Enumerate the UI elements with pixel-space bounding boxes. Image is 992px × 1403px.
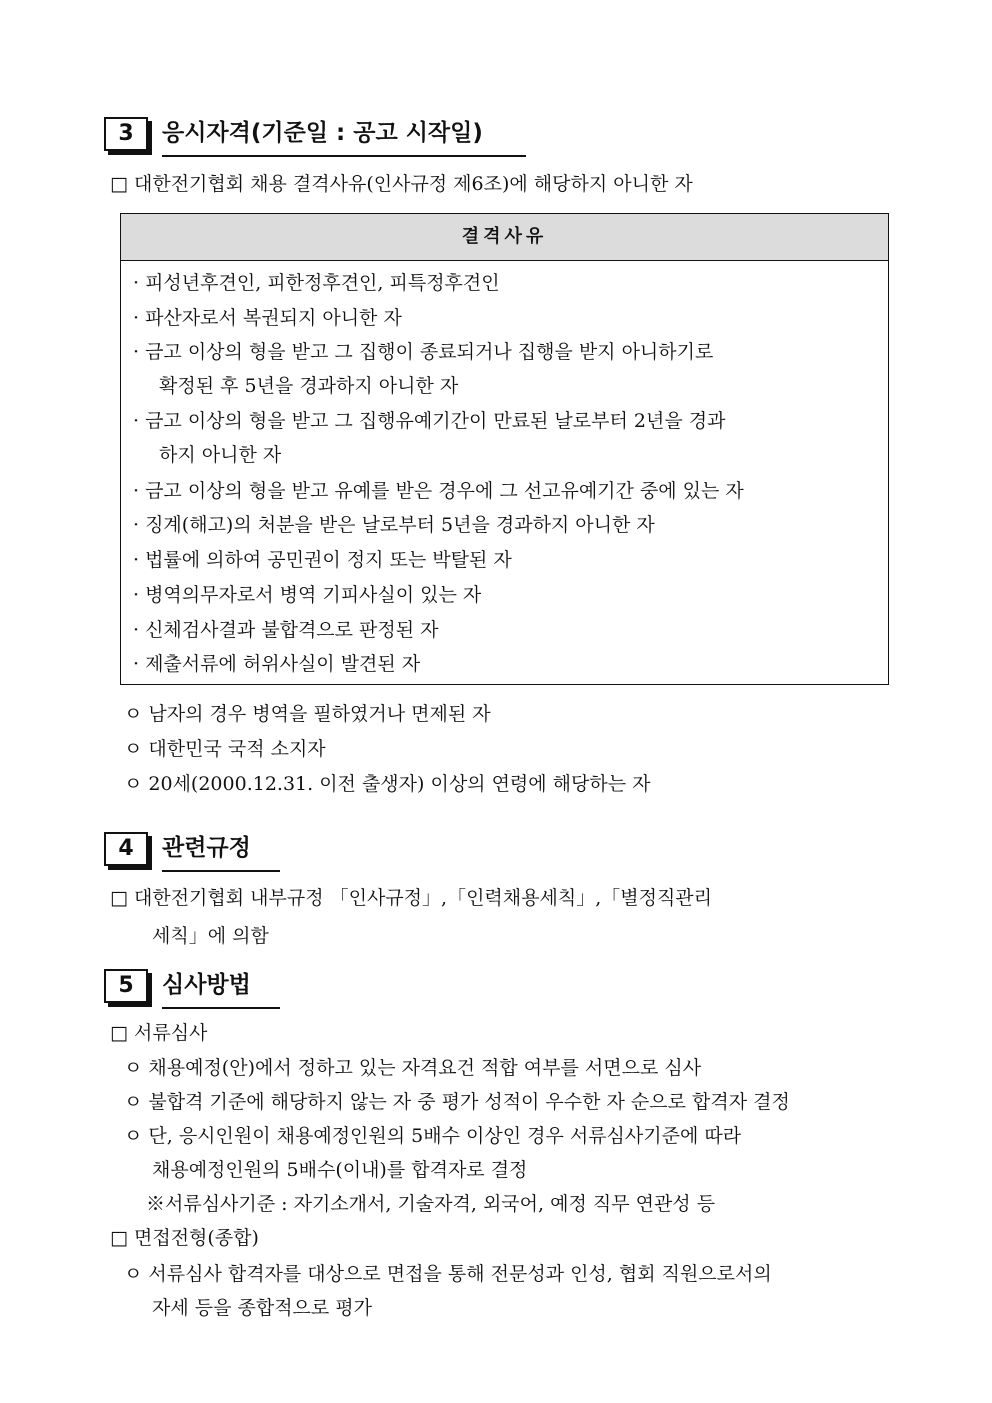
list-item: · 금고 이상의 형을 받고 그 집행이 종료되거나 집행을 받지 아니하기로 [133,341,714,363]
section-4-heading [104,832,404,872]
eligibility-item: ㅇ 대한민국 국적 소지자 [124,738,326,760]
section-number-box: 3 [104,117,148,151]
list-item: · 신체검사결과 불합격으로 판정된 자 [133,619,439,641]
interview-item-continuation: 자세 등을 종합적으로 평가 [152,1297,373,1319]
regulation-line: □ 대한전기협회 내부규정 「인사규정」,「인력채용세칙」,「별정직관리 [110,887,713,909]
section-title: 관련규정 [162,835,251,861]
title-underline [162,155,526,157]
section-3-heading [104,117,574,157]
regulation-line-continuation: 세칙」에 의함 [152,925,269,947]
list-item: · 금고 이상의 형을 받고 그 집행유예기간이 만료된 날로부터 2년을 경과 [133,410,726,432]
list-item: · 징계(해고)의 처분을 받은 날로부터 5년을 경과하지 아니한 자 [133,514,655,536]
review-item-continuation: 채용예정인원의 5배수(이내)를 합격자로 결정 [152,1159,528,1181]
section-number-box: 4 [104,832,148,866]
section-title: 심사방법 [162,972,251,998]
list-item-continuation: 하지 아니한 자 [159,444,282,466]
eligibility-item: ㅇ 20세(2000.12.31. 이전 출생자) 이상의 연령에 해당하는 자 [124,773,651,795]
section-title: 응시자격(기준일 : 공고 시작일) [162,120,483,146]
title-underline [162,1007,280,1009]
list-item: · 병역의무자로서 병역 기피사실이 있는 자 [133,584,482,606]
review-item: ㅇ 불합격 기준에 해당하지 않는 자 중 평가 성적이 우수한 자 순으로 합격자 결정 [124,1091,790,1113]
section-5-heading [104,969,404,1009]
review-item: ㅇ 단, 응시인원이 채용예정인원의 5배수 이상인 경우 서류심사기준에 따라 [124,1125,742,1147]
review-criteria-note: ※서류심사기준 : 자기소개서, 기술자격, 외국어, 예정 직무 연관성 등 [146,1193,716,1215]
list-item: · 제출서류에 허위사실이 발견된 자 [133,653,421,675]
document-review-title: □ 서류심사 [110,1022,208,1044]
list-item: · 피성년후견인, 피한정후견인, 피특정후견인 [133,272,500,294]
eligibility-intro: □ 대한전기협회 채용 결격사유(인사규정 제6조)에 해당하지 아니한 자 [110,173,693,195]
table-header: 결격사유 [121,214,888,261]
disqualification-table [120,213,889,685]
section-number-box: 5 [104,969,148,1003]
interview-title: □ 면접전형(종합) [110,1227,259,1249]
interview-item: ㅇ 서류심사 합격자를 대상으로 면접을 통해 전문성과 인성, 협회 직원으로서의 [124,1263,772,1285]
title-underline [162,870,280,872]
list-item-continuation: 확정된 후 5년을 경과하지 아니한 자 [159,375,459,397]
list-item: · 파산자로서 복권되지 아니한 자 [133,307,402,329]
eligibility-item: ㅇ 남자의 경우 병역을 필하였거나 면제된 자 [124,703,491,725]
review-item: ㅇ 채용예정(안)에서 정하고 있는 자격요건 적합 여부를 서면으로 심사 [124,1057,702,1079]
list-item: · 금고 이상의 형을 받고 유예를 받은 경우에 그 선고유예기간 중에 있는 자 [133,480,744,502]
list-item: · 법률에 의하여 공민권이 정지 또는 박탈된 자 [133,549,512,571]
